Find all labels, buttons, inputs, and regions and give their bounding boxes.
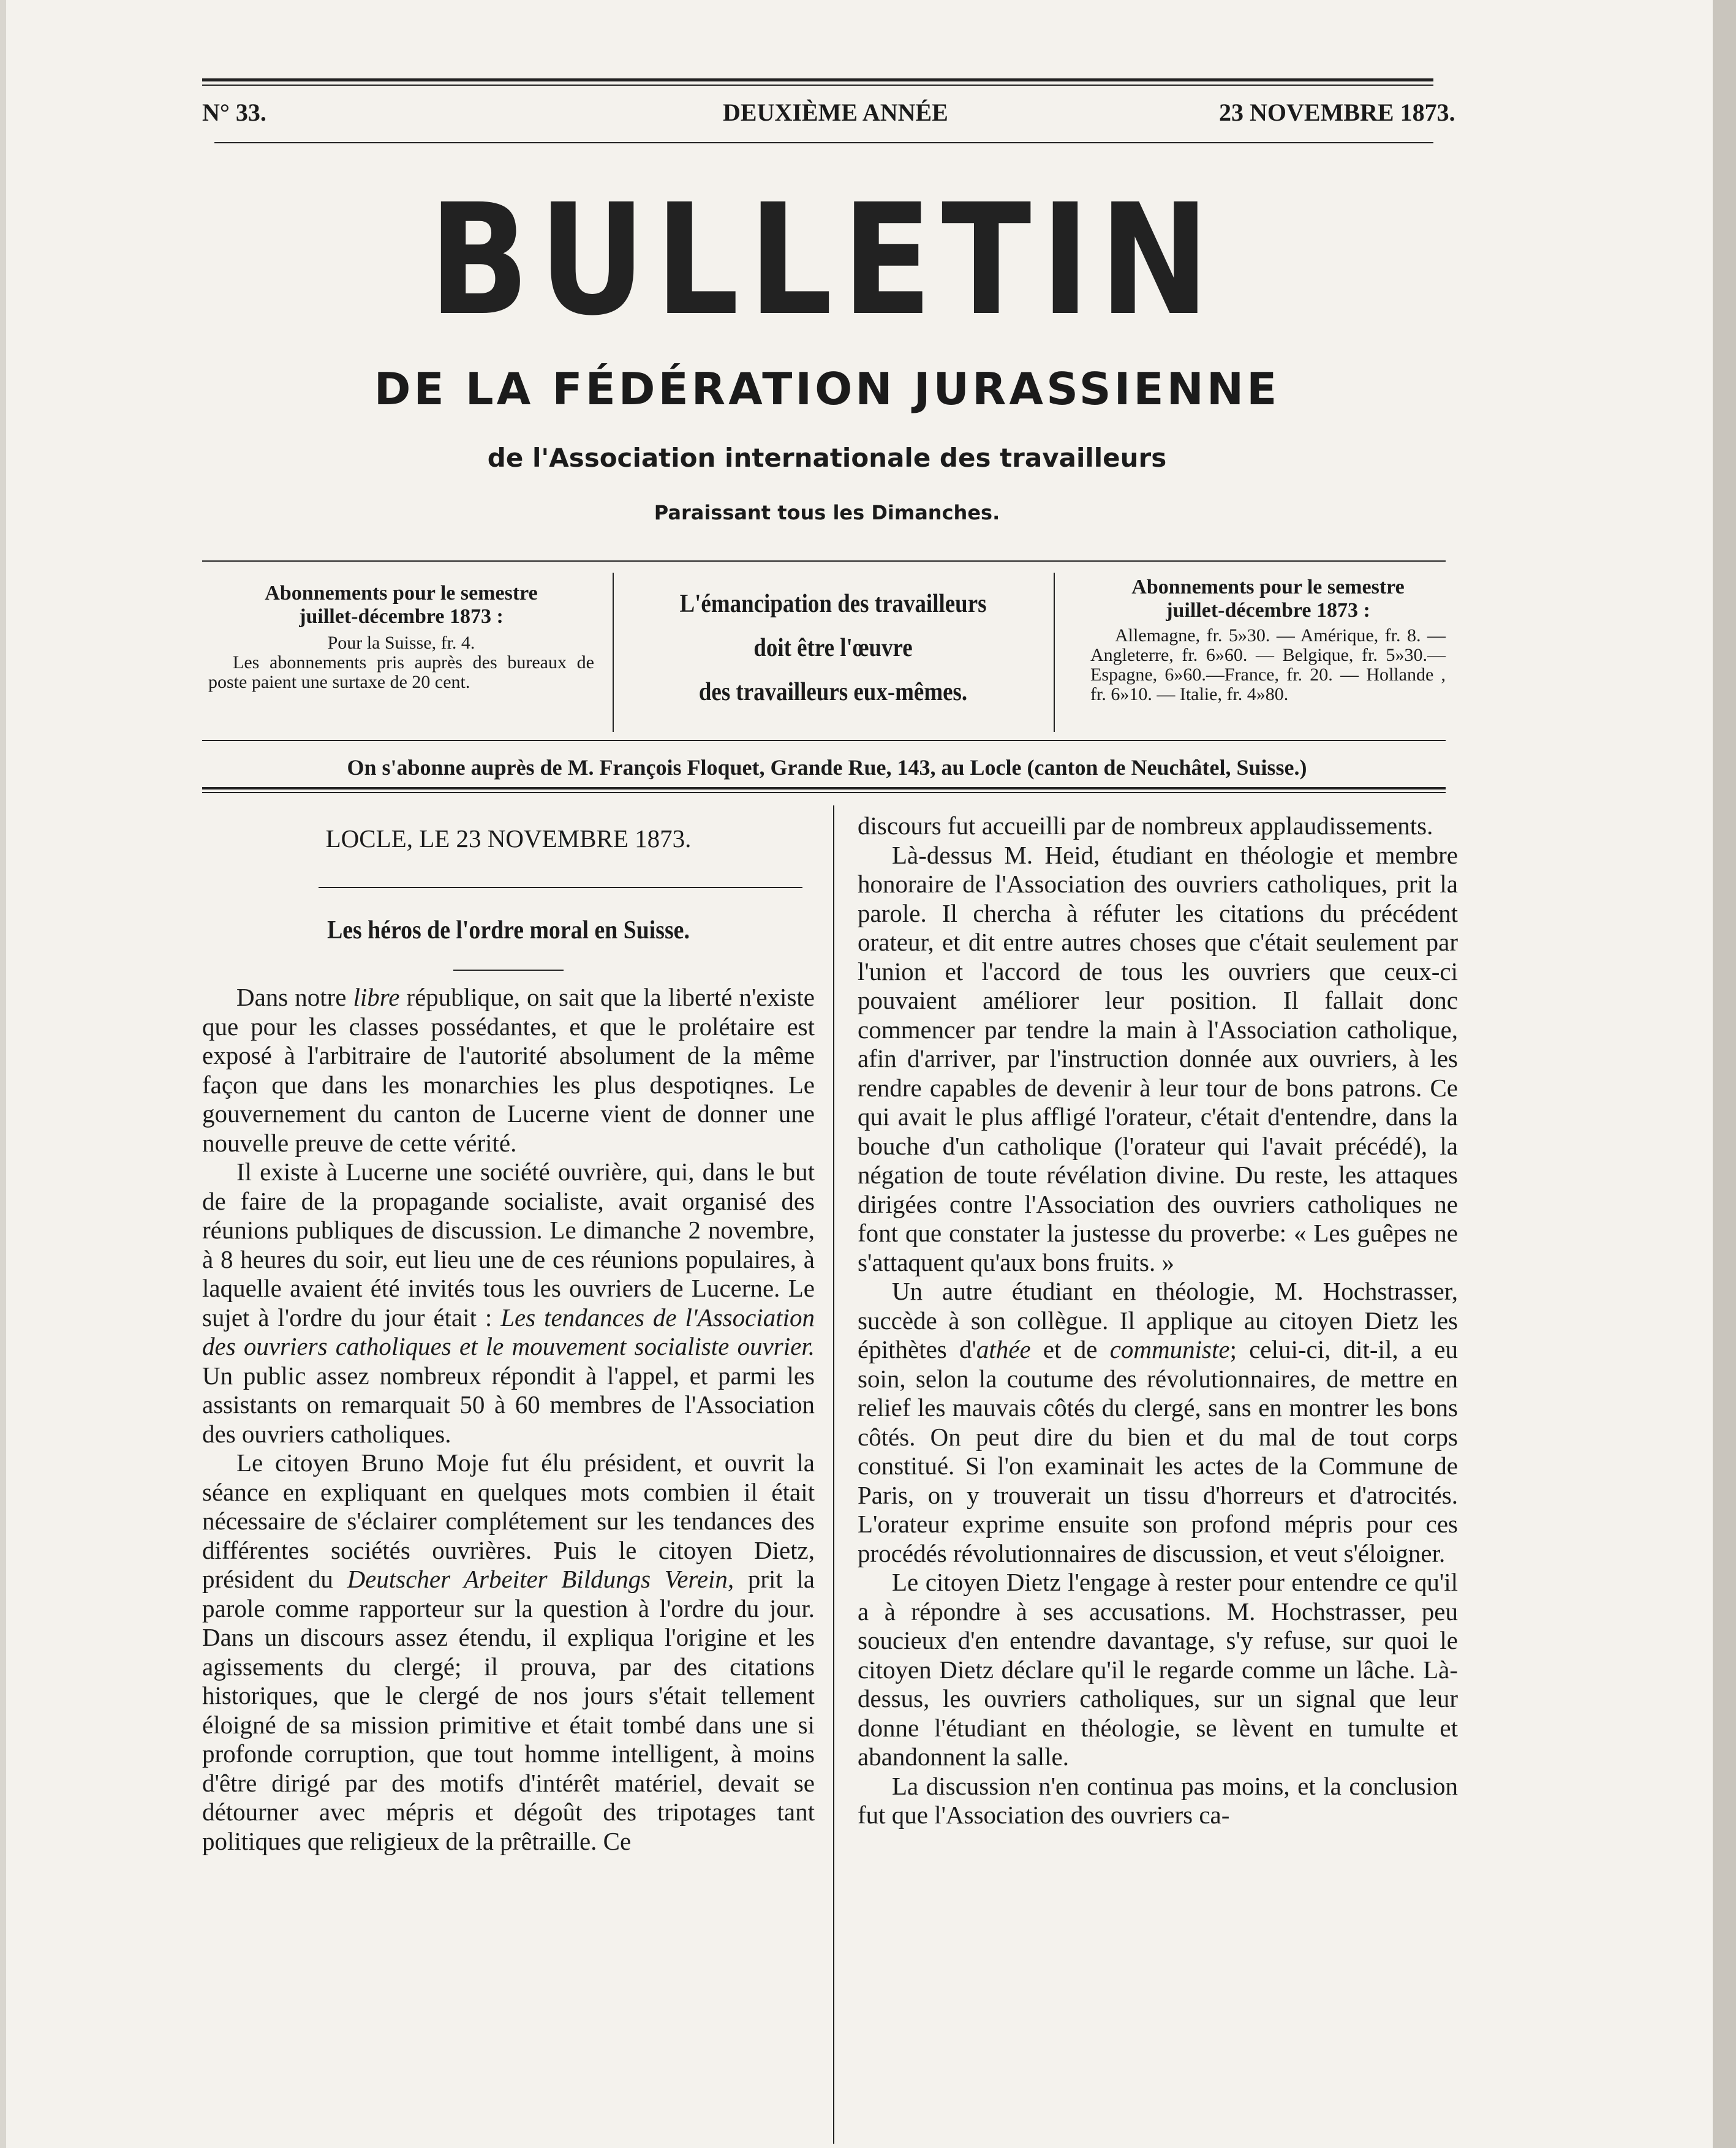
association-line: de l'Association internationale des travailleurs (487, 443, 1167, 473)
newspaper-title: BULLETIN (429, 171, 1219, 349)
right-paragraph-2 (858, 1277, 1458, 1568)
subscription-right-prices: Allemagne, fr. 5»30. — Amérique, fr. 8. — Angleterre, fr. 6»60. — Belgique, fr. 5»30.—Espagne, 6»60.—France, fr. 20. — Hollande , fr. 6»10. — Italie, fr. 4»80. (1090, 625, 1446, 704)
motto-line-2: doit être l'œuvre (753, 634, 913, 662)
subscription-left-note: Les abonnements pris auprès des bureaux de poste paient une surtaxe de 20 cent. (208, 652, 594, 692)
subscription-right (1090, 576, 1446, 704)
right-p2-em2: communiste (1109, 1335, 1230, 1363)
dateline-rule (319, 887, 802, 888)
page-left-edge (0, 0, 6, 2148)
right-p2-mid: et de (1030, 1335, 1110, 1363)
left-p3-a: Le citoyen Bruno Moje fut élu président, et ouvrit la séance en expliquant en quelques mots combien il était nécessaire de s'éclairer complétement sur les tendances des différentes sociétés ouvrières. Puis le citoyen Dietz, président du (202, 1449, 815, 1593)
left-paragraph-3 (202, 1449, 815, 1856)
top-double-rule-2 (202, 85, 1433, 86)
subscription-top-rule (202, 560, 1446, 562)
subscription-bottom-rule (202, 740, 1446, 741)
address-rule-1 (202, 787, 1446, 789)
left-p3-b: prit la parole comme rapporteur sur la question à l'ordre du jour. Dans un discours assez étendu, il expliqua l'origine et les agissements du clergé; il prouva, par des citations historiques, que le clergé de nos jours s'était tellement éloigné de sa mission primitive et était tombé dans une si profonde corruption, que tout homme intelligent, à moins d'être dirigé par des motifs d'intérêt matériel, devait se détourner avec mépris et dégoût des tripotages tant politiques que religieux de la prêtraille. Ce (202, 1565, 815, 1855)
newspaper-subtitle: DE LA FÉDÉRATION JURASSIENNE (374, 363, 1280, 415)
page-right-edge (1713, 0, 1736, 2148)
right-p2-a: Un autre étudiant en théologie, M. Hochstrasser, succède à son collègue. Il applique au citoyen Dietz les épithètes d' (858, 1277, 1458, 1363)
article-title: Les héros de l'ordre moral en Suisse. (327, 916, 690, 944)
left-p1-a: Dans notre (236, 983, 353, 1011)
subscription-left-price: Pour la Suisse, fr. 4. (327, 633, 475, 653)
left-p1-em: libre (353, 983, 400, 1011)
left-p2-b: Un public assez nombreux répondit à l'appel, et parmi les assistants on remarquait 50 à 60 membres de l'Association des ouvriers catholiques. (202, 1361, 815, 1448)
article-column-left (202, 983, 815, 1856)
right-p2-em1: athée (976, 1335, 1031, 1363)
issue-number: N° 33. (202, 99, 266, 126)
right-paragraph-4: La discussion n'en continua pas moins, et la conclusion fut que l'Association des ouvriers ca- (858, 1771, 1458, 1829)
left-p3-em: Deutscher Arbeiter Bildungs Verein, (347, 1565, 734, 1593)
motto-line-1: L'émancipation des travailleurs (679, 590, 987, 618)
motto-line-3: des travailleurs eux-mêmes. (698, 678, 968, 706)
right-p2-b: ; celui-ci, dit-il, a eu soin, selon la coutume des révolutionnaires, de mettre en relief les mauvais côtés du clergé, sans en montrer les bons côtés. On peut dire du bien et du mal de tout corps constitué. Si l'on examinait les actes de la Commune de Paris, on y trouverait un tissu d'horreurs et d'atrocités. L'orateur exprime ensuite son profond mépris pour ces procédés révolutionnaires de discussion, et veut s'éloigner. (858, 1335, 1458, 1567)
address-rule-2 (202, 792, 1446, 793)
title-short-rule (453, 970, 564, 971)
right-paragraph-1: Là-dessus M. Heid, étudiant en théologie et membre honoraire de l'Association des ouvriers catholiques, prit la parole. Il chercha à réfuter les citations du précédent orateur, et dit entre autres choses que c'était seulement par l'union et l'accord de tous les ouvriers que ceux-ci pouvaient améliorer leur position. Il fallait donc commencer par tendre la main à l'Association catholique, afin d'arriver, par l'instruction donnée aux ouvriers, à les rendre capables de devenir à leur tour de bons patrons. Ce qui avait le plus affligé l'orateur, c'était d'entendre, dans la bouche d'un catholique (l'orateur qui l'avait précédé), la négation de toute révélation divine. Du reste, les attaques dirigées contre l'Association des ouvriers catholiques ne font que constater la justesse du proverbe: « Les guêpes ne s'attaquent qu'aux bons fruits. » (858, 840, 1458, 1276)
left-paragraph-1 (202, 983, 815, 1158)
article-dateline: LOCLE, LE 23 NOVEMBRE 1873. (325, 824, 692, 853)
issue-date: 23 NOVEMBRE 1873. (1219, 99, 1455, 126)
left-paragraph-2 (202, 1158, 815, 1449)
subscription-divider-left (613, 573, 614, 732)
left-p1-b: république, on sait que la liberté n'existe que pour les classes possédantes, et que le prolétaire est exposé à l'arbitraire de l'autorité absolument de la même façon que dans les monarchies les plus despotiqnes. Le gouvernement du canton de Lucerne vient de donner une nouvelle preuve de cette vérité. (202, 983, 815, 1157)
article-column-right (858, 812, 1458, 1830)
subscription-left (208, 582, 594, 692)
meta-underline (214, 142, 1433, 143)
subscription-address: On s'abonne auprès de M. François Floquet, Grande Rue, 143, au Locle (canton de Neuchâtel, Suisse.) (347, 755, 1307, 780)
subscription-left-heading-2: juillet-décembre 1873 : (299, 605, 504, 628)
subscription-right-heading-1: Abonnements pour le semestre (1131, 576, 1405, 598)
motto (660, 582, 1005, 714)
right-paragraph-3: Le citoyen Dietz l'engage à rester pour entendre ce qu'il a à répondre à ses accusations. M. Hochstrasser, peu soucieux d'en entendre davantage, s'y refuse, sur quoi le citoyen Dietz déclare qu'il le regarde comme un lâche. Là-dessus, les ouvriers catholiques, sur un signal que leur donne l'étudiant en théologie, se lèvent en tumulte et abandonnent la salle. (858, 1568, 1458, 1771)
subscription-divider-right (1054, 573, 1055, 732)
subscription-left-heading-1: Abonnements pour le semestre (265, 582, 538, 605)
issue-year: DEUXIÈME ANNÉE (723, 99, 948, 126)
left-p2-em: Les tendances de l'Association des ouvriers catholiques et le mouvement socialiste ouvrier. (202, 1303, 815, 1360)
left-p2-a: Il existe à Lucerne une société ouvrière, qui, dans le but de faire de la propagande socialiste, avait organisé des réunions publiques de discussion. Le dimanche 2 novembre, à 8 heures du soir, eut lieu une de ces réunions populaires, à laquelle avaient été invités tous les ouvriers de Lucerne. Le sujet à l'ordre du jour était : (202, 1158, 815, 1332)
top-double-rule-1 (202, 78, 1433, 81)
right-paragraph-0: discours fut accueilli par de nombreux applaudissements. (858, 812, 1433, 840)
column-divider (833, 805, 834, 2144)
subscription-right-heading-2: juillet-décembre 1873 : (1166, 599, 1370, 622)
publication-tagline: Paraissant tous les Dimanches. (654, 501, 1000, 524)
